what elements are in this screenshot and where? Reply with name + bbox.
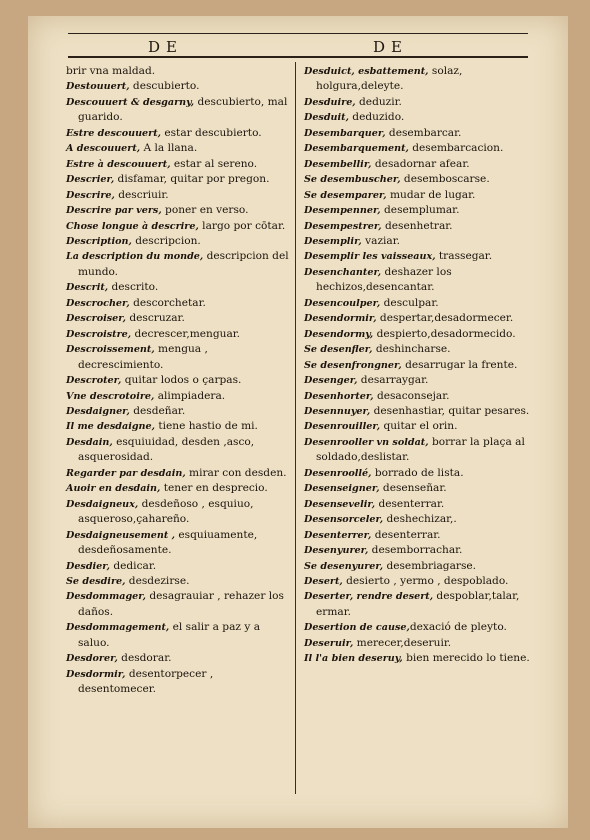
entry-headword: Desenseigner, [304, 483, 380, 495]
entry-definition: deshechizar,. [383, 513, 457, 526]
entry-definition: largo por cōtar. [198, 219, 286, 232]
entry-headword: Desenger, [304, 375, 358, 387]
entry-headword: Descrit, [66, 282, 109, 294]
entry-definition: esquiuamente, desdeñosamente. [78, 528, 258, 557]
entry-headword: Desenchanter, [304, 266, 382, 278]
dictionary-entry [304, 157, 530, 172]
entry-definition: despertar,desadormecer. [376, 312, 514, 325]
dictionary-entry [304, 188, 530, 203]
entry-definition: desarraygar. [357, 374, 429, 387]
dictionary-entry [66, 188, 292, 203]
entry-headword: Desenhorter, [304, 390, 374, 402]
entry-headword: Desdaigneux, [66, 498, 139, 510]
entry-headword: Desembellir, [304, 158, 372, 170]
entry-definition: el salir a paz y a saluo. [78, 621, 261, 649]
entry-headword: A descouuert, [66, 143, 141, 155]
entry-headword: Desduit, [304, 112, 349, 124]
entry-headword: Descrire par vers, [66, 205, 162, 217]
entry-headword: Chose longue à descrire, [66, 220, 199, 232]
dictionary-entry [66, 234, 292, 249]
entry-headword: Desdain, [66, 436, 113, 448]
entry-headword: Desemplir, [304, 235, 362, 247]
entry-definition: desembarcar. [385, 126, 462, 139]
entry-definition: desaconsejar. [373, 389, 450, 402]
entry-headword: Desendormir, [304, 313, 377, 325]
entry-definition: despierto,desadormecido. [373, 327, 516, 340]
dictionary-entry [304, 620, 530, 635]
book-page [28, 16, 568, 828]
entry-definition: desadornar afear. [371, 157, 470, 170]
dictionary-entry [66, 157, 292, 172]
dictionary-entry [66, 296, 292, 311]
dictionary-entry [304, 404, 530, 419]
dictionary-entry [304, 651, 530, 666]
entry-definition: solaz, holgura,deleyte. [316, 65, 463, 93]
dictionary-entry [66, 620, 292, 651]
dictionary-entry [304, 342, 530, 357]
entry-headword: Desenterrer, [304, 529, 372, 541]
entry-headword: Il me desdaigne, [66, 421, 155, 433]
entry-headword: Desenyurer, [304, 545, 369, 557]
entry-headword: Desdormir, [66, 668, 126, 680]
dictionary-entry [304, 512, 530, 527]
entry-headword: Desempestrer, [304, 220, 382, 232]
entry-definition: desdeñar. [129, 404, 186, 417]
entry-headword: Se desenfler, [304, 344, 373, 356]
dictionary-entry [304, 249, 530, 264]
dictionary-entry [304, 126, 530, 141]
entry-definition: esquiuidad, desden ,asco, asquerosidad. [78, 435, 255, 464]
dictionary-entry [304, 636, 530, 651]
entry-definition: descripcion del mundo. [78, 250, 289, 278]
dictionary-entry [304, 110, 530, 125]
dictionary-entry [304, 234, 530, 249]
entry-definition: descubierto, mal guarido. [78, 95, 288, 124]
entry-definition: desenterrar. [371, 528, 441, 541]
dictionary-entry [66, 373, 292, 388]
entry-definition: desdeñoso , esquiuo, asqueroso,çahareño. [78, 497, 254, 526]
dictionary-entry [66, 651, 292, 666]
entry-definition: estar al sereno. [170, 157, 258, 170]
left-column [66, 64, 292, 698]
entry-headword: Desduire, [304, 96, 356, 108]
dictionary-entry [66, 389, 292, 404]
entry-headword: Desembarquement, [304, 143, 409, 155]
entry-headword: Desdommager, [66, 591, 146, 603]
entry-definition: desenseñar. [379, 482, 447, 495]
dictionary-entry [66, 528, 292, 559]
dictionary-entry [66, 280, 292, 295]
entry-definition: desenhastiar, quitar pesares. [370, 404, 530, 417]
entry-headword: Estre à descouuert, [66, 158, 171, 170]
entry-headword: Desdorer, [66, 653, 118, 665]
entry-definition: descripcion. [131, 234, 201, 247]
entry-headword: Descroter, [66, 375, 122, 387]
entry-definition: vaziar. [361, 234, 401, 247]
entry-headword: Descroissement, [66, 344, 155, 356]
entry-definition: desierto , yermo , despoblado. [342, 574, 509, 587]
entry-headword: Desert, [304, 575, 343, 587]
entry-headword: Il l'a bien deseruy, [304, 653, 403, 665]
entry-headword: Se desenyurer, [304, 560, 384, 572]
dictionary-entry [304, 389, 530, 404]
dictionary-entry [66, 667, 292, 698]
entry-definition: desculpar. [380, 296, 439, 309]
entry-definition: A la llana. [140, 142, 198, 155]
entry-definition: borrado de lista. [371, 466, 464, 479]
dictionary-entry [66, 574, 292, 589]
entry-definition: borrar la plaça al soldado,deslistar. [316, 435, 525, 464]
entry-definition: desembarcacion. [408, 142, 504, 155]
entry-definition: desagrauiar , rehazer los daños. [78, 590, 284, 618]
entry-definition: alimpiadera. [154, 389, 226, 402]
entry-definition: descrito. [108, 281, 159, 294]
entry-headword: Desempenner, [304, 205, 381, 217]
dictionary-entry [66, 79, 292, 94]
dictionary-entry [304, 466, 530, 481]
dictionary-entry [304, 95, 530, 110]
entry-definition: tener en desprecio. [160, 482, 268, 495]
entry-headword: Desembarquer, [304, 127, 386, 139]
entry-definition: tiene hastio de mi. [154, 420, 258, 433]
dictionary-entry [66, 126, 292, 141]
entry-definition: desemboscarse. [400, 173, 490, 186]
entry-headword: Desdier, [66, 560, 110, 572]
entry-definition: desarrugar la frente. [401, 358, 518, 371]
entry-definition: descruzar. [125, 312, 185, 325]
dictionary-entry [304, 265, 530, 296]
entry-headword: Desertion de cause, [304, 622, 410, 634]
dictionary-entry [66, 481, 292, 496]
dictionary-entry [66, 219, 292, 234]
entry-headword: Desemplir les vaisseaux, [304, 251, 436, 263]
dictionary-entry [66, 559, 292, 574]
column-divider [295, 62, 296, 794]
entry-headword: Desenrouiller, [304, 421, 381, 433]
entry-headword: Auoir en desdain, [66, 483, 161, 495]
dictionary-entry [304, 358, 530, 373]
dictionary-entry [304, 528, 530, 543]
entry-headword: Deseruir, [304, 637, 354, 649]
entry-headword: Descouuert & desgarny, [66, 96, 195, 108]
entry-definition: desdezirse. [125, 574, 190, 587]
dictionary-entry [66, 497, 292, 528]
dictionary-entry [66, 311, 292, 326]
entry-definition: desemborrachar. [368, 544, 463, 557]
dictionary-entry [304, 497, 530, 512]
entry-headword: Description, [66, 235, 132, 247]
dictionary-entry [66, 435, 292, 466]
dictionary-entry [304, 559, 530, 574]
entry-definition: deshincharse. [372, 343, 451, 356]
dictionary-entry [304, 296, 530, 311]
dictionary-entry [304, 373, 530, 388]
dictionary-entry [304, 203, 530, 218]
dictionary-entry [66, 64, 292, 79]
entry-headword: Deserter, rendre desert, [304, 591, 434, 603]
entry-headword: Se desdire, [66, 575, 126, 587]
entry-headword: Desensorceler, [304, 514, 384, 526]
header-left-label: DE [148, 38, 183, 56]
entry-definition: descorchetar. [129, 296, 206, 309]
entry-definition: deduzido. [348, 111, 405, 124]
page-header [68, 34, 528, 58]
dictionary-entry [66, 589, 292, 620]
entry-headword: Desdaigner, [66, 405, 130, 417]
entry-headword: Descroistre, [66, 328, 132, 340]
dictionary-entry [304, 419, 530, 434]
entry-definition: mengua , decrescimiento. [78, 343, 208, 371]
dictionary-entry [304, 589, 530, 620]
entry-definition: brir vna maldad. [66, 65, 156, 77]
entry-headword: Desennuyer, [304, 405, 371, 417]
entry-definition: estar descubierto. [160, 126, 262, 139]
entry-headword: Desdaigneusement , [66, 529, 176, 541]
entry-headword: Desensevelir, [304, 498, 376, 510]
dictionary-entry [66, 95, 292, 126]
entry-headword: La description du monde, [66, 251, 204, 263]
entry-definition: desentorpecer , desentomecer. [78, 667, 214, 696]
entry-definition: deduzir. [355, 95, 402, 108]
dictionary-entry [304, 543, 530, 558]
dictionary-entry [304, 141, 530, 156]
entry-definition: desemplumar. [380, 204, 460, 217]
dictionary-entry [304, 172, 530, 187]
dictionary-entry [66, 419, 292, 434]
entry-headword: Desendormy, [304, 328, 374, 340]
entry-headword: Vne descrotoire, [66, 390, 155, 402]
dictionary-entry [304, 435, 530, 466]
entry-definition: poner en verso. [161, 204, 249, 217]
entry-definition: quitar el orin. [380, 420, 458, 433]
dictionary-entry [304, 574, 530, 589]
entry-headword: Estre descouuert, [66, 127, 161, 139]
dictionary-entry [304, 327, 530, 342]
entry-definition: desenhetrar. [381, 219, 453, 232]
entry-definition: despoblar,talar, ermar. [316, 590, 520, 618]
dictionary-entry [304, 311, 530, 326]
dictionary-entry [304, 219, 530, 234]
dictionary-entry [66, 466, 292, 481]
entry-definition: bien merecido lo tiene. [402, 652, 530, 665]
entry-headword: Se desenfrongner, [304, 359, 402, 371]
entry-definition: mirar con desden. [185, 466, 287, 479]
entry-definition: desdorar. [117, 652, 172, 665]
entry-definition: descubierto. [129, 80, 200, 93]
right-column [304, 64, 530, 667]
entry-headword: Descroiser, [66, 313, 126, 325]
header-right-label: DE [373, 38, 408, 56]
entry-definition: dedicar. [109, 559, 157, 572]
entry-definition: trassegar. [435, 250, 493, 263]
dictionary-entry [66, 203, 292, 218]
entry-definition: merecer,deseruir. [353, 636, 452, 649]
entry-headword: Se desembuscher, [304, 174, 401, 186]
entry-headword: Desencoulper, [304, 297, 381, 309]
entry-definition: descriuir. [114, 188, 169, 201]
entry-definition: dexació de pleyto. [409, 621, 507, 634]
dictionary-entry [304, 64, 530, 95]
dictionary-entry [304, 481, 530, 496]
entry-headword: Desdommagement, [66, 622, 170, 634]
entry-headword: Se desemparer, [304, 189, 387, 201]
entry-headword: Desduict, esbattement, [304, 66, 429, 77]
dictionary-entry [66, 342, 292, 373]
entry-definition: desembriagarse. [383, 559, 477, 572]
dictionary-entry [66, 172, 292, 187]
entry-headword: Descrire, [66, 189, 115, 201]
entry-definition: deshazer los hechizos,desencantar. [316, 265, 452, 294]
entry-headword: Descrocher, [66, 297, 130, 309]
dictionary-entry [66, 249, 292, 280]
dictionary-entry [66, 141, 292, 156]
entry-headword: Descrier, [66, 174, 115, 186]
entry-definition: disfamar, quitar por pregon. [114, 173, 270, 186]
entry-headword: Desenrooller vn soldat, [304, 436, 429, 448]
entry-headword: Regarder par desdain, [66, 467, 186, 479]
entry-definition: decrescer,menguar. [131, 327, 241, 340]
dictionary-entry [66, 327, 292, 342]
entry-definition: quitar lodos o çarpas. [121, 374, 242, 387]
dictionary-entry [66, 404, 292, 419]
entry-headword: Desenroollé, [304, 467, 372, 479]
entry-headword: Destouuert, [66, 81, 130, 93]
entry-definition: desenterrar. [375, 497, 445, 510]
entry-definition: mudar de lugar. [386, 188, 476, 201]
